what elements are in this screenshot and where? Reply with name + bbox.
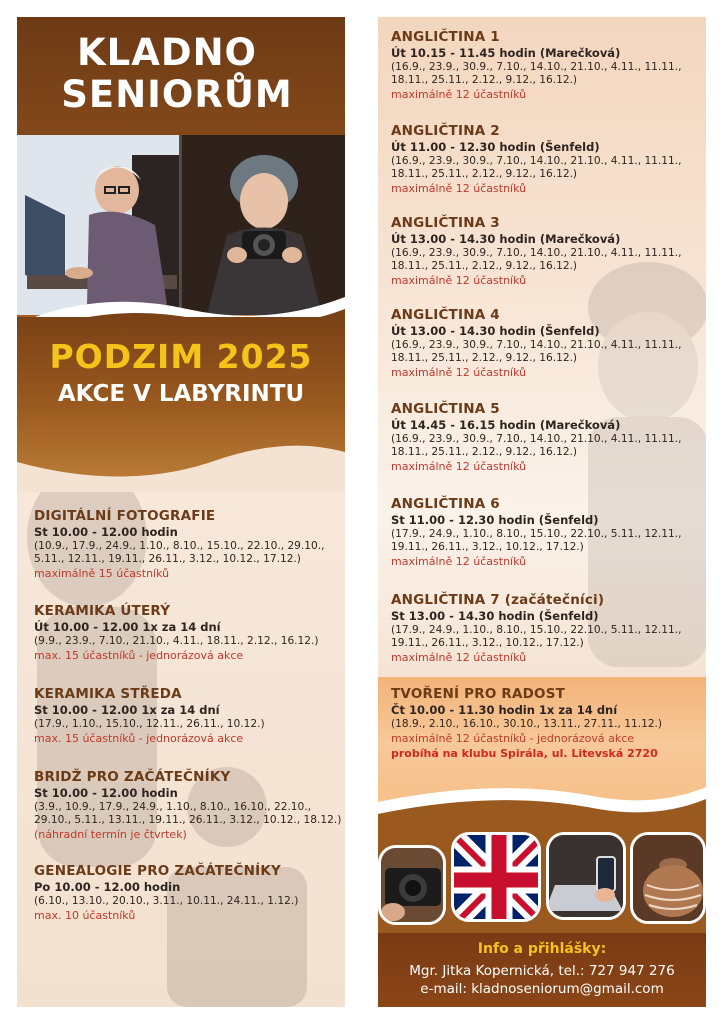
event-note: maximálně 12 účastníků: [391, 274, 527, 287]
event-note: maximálně 12 účastníků: [391, 460, 527, 473]
brand-title-line1: KLADNO: [76, 31, 257, 74]
contact-email[interactable]: e-mail: kladnoseniorum@gmail.com: [420, 981, 664, 997]
event-time: Po 10.00 - 12.00 hodin: [34, 880, 181, 894]
event-title: ANGLIČTINA 6: [391, 496, 500, 512]
special-event-note: maximálně 12 účastníků - jednorázová akce: [391, 732, 635, 745]
left-column: [17, 17, 345, 1007]
event-title: ANGLIČTINA 2: [391, 123, 500, 139]
brand-title-line2: SENIORŮM: [61, 73, 293, 116]
right-event-2: [391, 123, 696, 196]
event-dates: (16.9., 23.9., 30.9., 7.10., 14.10., 21.10., 4.11., 11.11., 18.11., 25.11., 2.12., 9.12., 16.12.): [391, 247, 682, 272]
laptop-icon: [546, 832, 626, 920]
event-title: ANGLIČTINA 3: [391, 215, 500, 231]
event-title: ANGLIČTINA 1: [391, 29, 500, 45]
info-panel: [378, 933, 706, 1007]
event-note: max. 15 účastníků - jednorázová akce: [34, 649, 244, 662]
event-dates: (17.9., 24.9., 1.10., 8.10., 15.10., 22.10., 5.11., 12.11., 19.11., 26.11., 3.12., 10.12., 17.12.): [391, 528, 682, 553]
event-note: maximálně 12 účastníků: [391, 555, 527, 568]
event-note: (náhradní termín je čtvrtek): [34, 828, 187, 841]
right-event-3: [391, 215, 696, 288]
event-note: maximálně 12 účastníků: [391, 182, 527, 195]
contact-phone: Mgr. Jitka Kopernická, tel.: 727 947 276: [409, 963, 675, 979]
event-dates: (10.9., 17.9., 24.9., 1.10., 8.10., 15.10., 22.10., 29.10., 5.11., 12.11., 19.11., 26.11., 3.12., 10.12., 17.12.): [34, 540, 325, 565]
event-title: ANGLIČTINA 7 (začátečníci): [391, 592, 605, 608]
event-note: max. 15 účastníků - jednorázová akce: [34, 732, 244, 745]
event-time: Út 10.15 - 11.45 hodin (Marečková): [391, 46, 621, 60]
event-title: DIGITÁLNÍ FOTOGRAFIE: [34, 508, 216, 524]
uk-flag-icon: [451, 832, 541, 922]
event-note: maximálně 12 účastníků: [391, 651, 527, 664]
decorative-wave-bottom: [17, 422, 345, 492]
left-event-4: [34, 769, 344, 842]
event-time: Út 13.00 - 14.30 hodin (Marečková): [391, 232, 621, 246]
event-time: Út 14.45 - 16.15 hodin (Marečková): [391, 418, 621, 432]
event-time: Út 13.00 - 14.30 hodin (Šenfeld): [391, 324, 600, 338]
event-note: maximálně 12 účastníků: [391, 88, 527, 101]
right-event-7: [391, 592, 696, 665]
camera-icon: [378, 845, 446, 925]
special-event-dates: (18.9., 2.10., 16.10., 30.10., 13.11., 27.11., 11.12.): [391, 718, 663, 730]
event-title: KERAMIKA ÚTERÝ: [34, 603, 171, 619]
event-dates: (16.9., 23.9., 30.9., 7.10., 14.10., 21.10., 4.11., 11.11., 18.11., 25.11., 2.12., 9.12., 16.12.): [391, 155, 682, 180]
event-dates: (17.9., 1.10., 15.10., 12.11., 26.11., 10.12.): [34, 718, 265, 730]
event-note: maximálně 15 účastníků: [34, 567, 170, 580]
event-time: St 11.00 - 12.30 hodin (Šenfeld): [391, 513, 599, 527]
event-note: max. 10 účastníků: [34, 909, 136, 922]
event-time: St 13.00 - 14.30 hodin (Šenfeld): [391, 609, 599, 623]
left-event-3: [34, 686, 344, 746]
event-dates: (16.9., 23.9., 30.9., 7.10., 14.10., 21.10., 4.11., 11.11., 18.11., 25.11., 2.12., 9.12., 16.12.): [391, 433, 682, 458]
event-dates: (9.9., 23.9., 7.10., 21.10., 4.11., 18.11., 2.12., 16.12.): [34, 635, 319, 647]
right-event-6: [391, 496, 696, 569]
season-subtitle: AKCE V LABYRINTU: [57, 381, 305, 407]
right-column: [378, 17, 706, 677]
pottery-icon: [630, 832, 706, 924]
event-time: Út 11.00 - 12.30 hodin (Šenfeld): [391, 140, 600, 154]
event-time: St 10.00 - 12.00 hodin: [34, 786, 178, 800]
event-dates: (16.9., 23.9., 30.9., 7.10., 14.10., 21.10., 4.11., 11.11., 18.11., 25.11., 2.12., 9.12., 16.12.): [391, 339, 682, 364]
right-event-4: [391, 307, 696, 380]
event-dates: (6.10., 13.10., 20.10., 3.11., 10.11., 24.11., 1.12.): [34, 895, 299, 907]
season-title: PODZIM 2025: [49, 337, 313, 376]
right-event-1: [391, 29, 696, 102]
event-title: BRIDŽ PRO ZAČÁTEČNÍKY: [34, 769, 231, 785]
event-dates: (16.9., 23.9., 30.9., 7.10., 14.10., 21.10., 4.11., 11.11., 18.11., 25.11., 2.12., 9.12., 16.12.): [391, 61, 682, 86]
event-dates: (3.9., 10.9., 17.9., 24.9., 1.10., 8.10., 16.10., 22.10., 29.10., 5.11., 13.11., 19.11., 26.11., 3.12., 10.12., 18.12.): [34, 801, 342, 826]
event-title: ANGLIČTINA 5: [391, 401, 500, 417]
right-event-5: [391, 401, 696, 474]
icons-band: [378, 777, 706, 937]
left-event-5: [34, 863, 344, 923]
event-time: St 10.00 - 12.00 hodin: [34, 525, 178, 539]
event-title: GENEALOGIE PRO ZAČÁTEČNÍKY: [34, 863, 282, 879]
special-event-time: Čt 10.00 - 11.30 hodin 1x za 14 dní: [391, 703, 618, 717]
special-event-title: TVOŘENÍ PRO RADOST: [391, 686, 566, 702]
info-title: Info a přihlášky:: [477, 941, 607, 957]
event-dates: (17.9., 24.9., 1.10., 8.10., 15.10., 22.10., 5.11., 12.11., 19.11., 26.11., 3.12., 10.12., 17.12.): [391, 624, 682, 649]
left-event-1: [34, 508, 344, 581]
event-title: KERAMIKA STŘEDA: [34, 686, 182, 702]
left-event-2: [34, 603, 344, 663]
event-note: maximálně 12 účastníků: [391, 366, 527, 379]
special-event-location: probíhá na klubu Spirála, ul. Litevská 2720: [391, 747, 658, 760]
event-time: St 10.00 - 12.00 1x za 14 dní: [34, 703, 220, 717]
event-time: Út 10.00 - 12.00 1x za 14 dní: [34, 620, 221, 634]
event-title: ANGLIČTINA 4: [391, 307, 500, 323]
